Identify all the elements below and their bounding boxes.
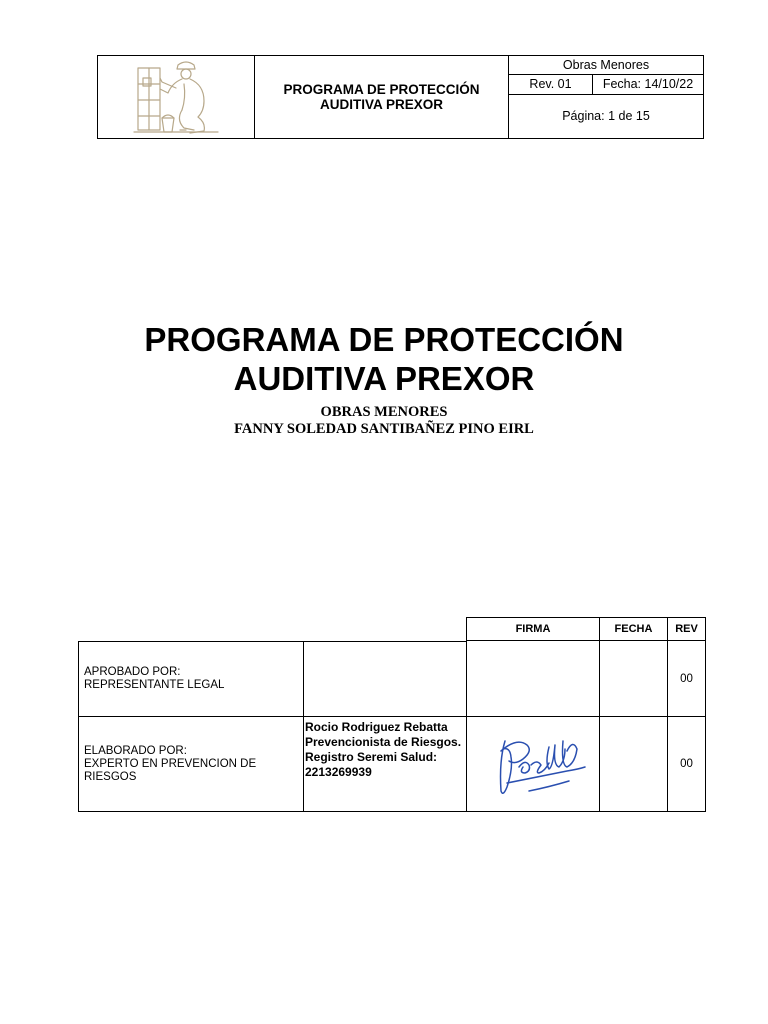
header-page: Página: 1 de 15 bbox=[562, 109, 650, 123]
approval-row-firma bbox=[466, 641, 599, 717]
header-title-line2: AUDITIVA PREXOR bbox=[319, 97, 443, 112]
document-title bbox=[84, 320, 684, 398]
role-label: ELABORADO POR: bbox=[84, 744, 187, 757]
header-title bbox=[255, 56, 509, 138]
role-label: APROBADO POR: bbox=[84, 665, 181, 678]
approval-row-fecha bbox=[599, 641, 667, 717]
header-meta bbox=[509, 56, 703, 138]
elaboration-row-firma bbox=[466, 717, 599, 812]
elaboration-row-author bbox=[303, 717, 466, 812]
approval-row-rev: 00 bbox=[667, 641, 706, 717]
approval-row-author bbox=[303, 641, 466, 717]
column-header-fecha: FECHA bbox=[599, 617, 667, 641]
author-name: Rocio Rodriguez Rebatta bbox=[305, 720, 448, 734]
header-revision: Rev. 01 bbox=[509, 75, 593, 95]
header-title-line1: PROGRAMA DE PROTECCIÓN bbox=[283, 82, 480, 97]
document-title-line1: PROGRAMA DE PROTECCIÓN bbox=[144, 321, 624, 358]
header-project: Obras Menores bbox=[509, 56, 703, 75]
document-subtitle-line1: OBRAS MENORES bbox=[320, 404, 448, 420]
signature-icon bbox=[467, 717, 598, 810]
column-header-firma: FIRMA bbox=[466, 617, 599, 641]
document-title-line2: AUDITIVA PREXOR bbox=[233, 360, 535, 397]
header-date: Fecha: 14/10/22 bbox=[593, 75, 703, 95]
elaboration-row-role bbox=[78, 717, 303, 812]
table-top-border bbox=[78, 641, 466, 642]
approval-row-role bbox=[78, 641, 303, 717]
document-subtitle bbox=[84, 404, 684, 438]
author-registry-number: 2213269939 bbox=[305, 765, 372, 779]
role-title: REPRESENTANTE LEGAL bbox=[84, 678, 225, 691]
author-role: Prevencionista de Riesgos. bbox=[305, 735, 462, 749]
approval-table bbox=[78, 617, 706, 812]
worker-tiling-wall-icon bbox=[98, 56, 254, 138]
elaboration-row-fecha bbox=[599, 717, 667, 812]
column-header-rev: REV bbox=[667, 617, 706, 641]
elaboration-row-rev: 00 bbox=[667, 717, 706, 812]
document-header bbox=[97, 55, 704, 139]
document-subtitle-line2: FANNY SOLEDAD SANTIBAÑEZ PINO EIRL bbox=[234, 421, 534, 437]
company-logo bbox=[98, 56, 255, 138]
role-title: EXPERTO EN PREVENCION DE RIESGOS bbox=[84, 757, 257, 783]
author-registry-label: Registro Seremi Salud: bbox=[305, 750, 438, 764]
